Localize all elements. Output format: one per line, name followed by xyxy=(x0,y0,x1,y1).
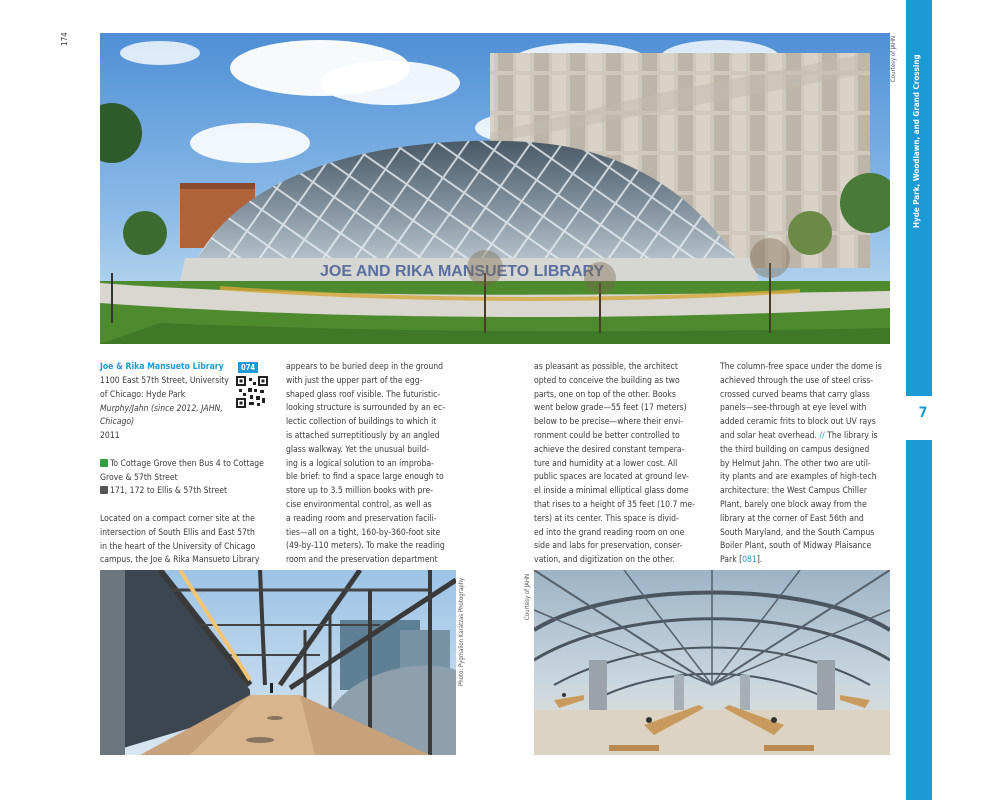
bus-icon xyxy=(100,486,108,494)
section-title: Hyde Park, Woodlawn, and Grand Crossing xyxy=(912,54,921,228)
col3-line-7: achieve the desired constant tempera- xyxy=(534,444,685,455)
col4-line-12: library at the corner of East 56th and xyxy=(720,513,864,524)
col2-line-2: with just the upper part of the egg- xyxy=(286,375,423,386)
bottom-right-photo-credit: Courtesy of JAHN xyxy=(524,573,531,620)
col2-line-14: (49-by-110 meters). To make the reading xyxy=(286,541,445,552)
col3-line-9: public spaces are located at ground lev- xyxy=(534,472,689,483)
col4-line-16-end: ]. xyxy=(756,555,763,566)
col2-line-6: is attached surreptitiously by an angled xyxy=(286,430,440,441)
col4-line-9: ity plants and are examples of high-tech xyxy=(720,472,877,483)
body-text-column-3 xyxy=(534,361,706,568)
chapter-number: 7 xyxy=(918,405,928,421)
entry-year: 2011 xyxy=(100,431,120,442)
col2-line-12: a reading room and preservation facili- xyxy=(286,513,437,524)
col4-line-6-tail: The library is xyxy=(827,430,878,441)
col1-line-3: in the heart of the University of Chicago xyxy=(100,541,256,552)
col1-line-1: Located on a compact corner site at the xyxy=(100,513,255,524)
col4-line-4: panels—see-through at eye level with xyxy=(720,403,867,414)
col3-line-5: below to be precise—where their envi- xyxy=(534,417,684,428)
col3-line-14: side and labs for preservation, conser- xyxy=(534,541,683,552)
col2-line-5: lectic collection of buildings to which it xyxy=(286,417,437,428)
col2-line-13: ties—all on a tight, 160-by-360-foot site xyxy=(286,527,441,538)
col2-line-8: ing is a logical solution to an improba- xyxy=(286,458,434,469)
col2-line-9: ble brief: to find a space large enough to xyxy=(286,472,444,483)
col3-line-11: that rises to a height of 35 feet (10.7 me- xyxy=(534,499,695,510)
entry-transit-line2: Grove & 57th Street xyxy=(100,472,178,483)
col2-line-10: store up to 3.5 million books with pre- xyxy=(286,486,434,497)
col2-line-1: appears to be buried deep in the ground xyxy=(286,362,444,372)
body-text-column-4 xyxy=(720,361,890,568)
qr-code-icon xyxy=(236,376,268,408)
col4-line-13: South Maryland, and the South Campus xyxy=(720,527,875,538)
col3-line-6: ronment could be better controlled to xyxy=(534,430,680,441)
entry-number-badge: 074 xyxy=(238,362,258,373)
col4-line-6-text: and solar heat overhead. xyxy=(720,430,818,441)
entry-transit-metro xyxy=(100,458,270,472)
col1-line-4: campus, the Joe & Rika Mansueto Library xyxy=(100,555,260,566)
entry-transit-line1: To Cottage Grove then Bus 4 to Cottage xyxy=(110,458,264,469)
entry-address-line1: 1100 East 57th Street, University xyxy=(100,376,229,386)
entry-info-column xyxy=(100,361,270,568)
col4-line-2: achieved through the use of steel criss- xyxy=(720,375,874,386)
col2-line-15: room and the preservation department xyxy=(286,555,438,566)
col3-line-4: went below grade—55 feet (17 meters) xyxy=(534,403,687,414)
col4-line-16-text: Park [ xyxy=(720,555,743,566)
col3-line-1: as pleasant as possible, the architect xyxy=(534,362,678,372)
col4-line-10: architecture: the West Campus Chiller xyxy=(720,486,868,497)
col2-line-3: shaped glass roof visible. The futuristic- xyxy=(286,389,441,400)
col4-line-8: by Helmut Jahn. The other two are util- xyxy=(720,458,871,469)
col2-line-4: looking structure is surrounded by an ec- xyxy=(286,403,445,414)
col3-line-12: ters) at its center. This space is divid- xyxy=(534,513,679,524)
body-text-column-2 xyxy=(286,361,456,568)
col4-line-7: the third building on campus designed xyxy=(720,444,870,455)
entry-architect-line2: Chicago) xyxy=(100,417,135,428)
entry-transit-bus xyxy=(100,485,270,499)
col3-line-15: vation, and digitization on the other. xyxy=(534,555,675,566)
top-photo-credit: Courtesy of JAHN xyxy=(890,35,897,82)
entry-title: Joe & Rika Mansueto Library xyxy=(100,362,224,372)
col4-separator: // xyxy=(819,430,825,441)
col4-line-3: crossed curved beams that carry glass xyxy=(720,389,870,400)
left-page-number: 174 xyxy=(60,32,69,46)
col3-line-3: parts, one on top of the other. Books xyxy=(534,389,676,400)
bottom-left-photo-glass-walkway xyxy=(100,570,456,755)
cross-reference-link[interactable]: 081 xyxy=(742,555,757,566)
col3-line-2: opted to conceive the building as two xyxy=(534,375,680,386)
top-photo-mansueto-library xyxy=(100,33,890,344)
entry-heading xyxy=(100,361,270,375)
col2-line-7: glass walkway. Yet the unusual build- xyxy=(286,444,430,455)
col4-line-16 xyxy=(720,554,890,568)
col4-line-11: Plant, barely one block away from the xyxy=(720,499,867,510)
metro-icon xyxy=(100,459,108,467)
col4-line-1: The column-free space under the dome is xyxy=(720,362,882,372)
col3-line-13: ed into the grand reading room on one xyxy=(534,527,685,538)
col4-line-14: Boiler Plant, south of Midway Plaisance xyxy=(720,541,872,552)
col3-line-8: ture and humidity at a lower cost. All xyxy=(534,458,678,469)
col2-line-11: cise environmental control, as well as xyxy=(286,499,432,510)
entry-architect-line1: Murphy/Jahn (since 2012, JAHN, xyxy=(100,403,223,414)
entry-bus-lines: 171, 172 to Ellis & 57th Street xyxy=(110,486,228,497)
dome-lettering: JOE AND RIKA MANSUETO LIBRARY xyxy=(320,263,605,280)
bottom-right-photo-reading-room xyxy=(534,570,890,755)
col4-line-6 xyxy=(720,430,890,444)
col1-line-2: intersection of South Ellis and East 57th xyxy=(100,527,255,538)
col3-line-10: el inside a minimal elliptical glass dome xyxy=(534,486,689,497)
bottom-left-photo-credit: Photo: Pygmalion Karatzas Photography xyxy=(458,577,465,686)
col4-line-5: added ceramic frits to block out UV rays xyxy=(720,417,876,428)
entry-address-line2: of Chicago: Hyde Park xyxy=(100,389,186,400)
